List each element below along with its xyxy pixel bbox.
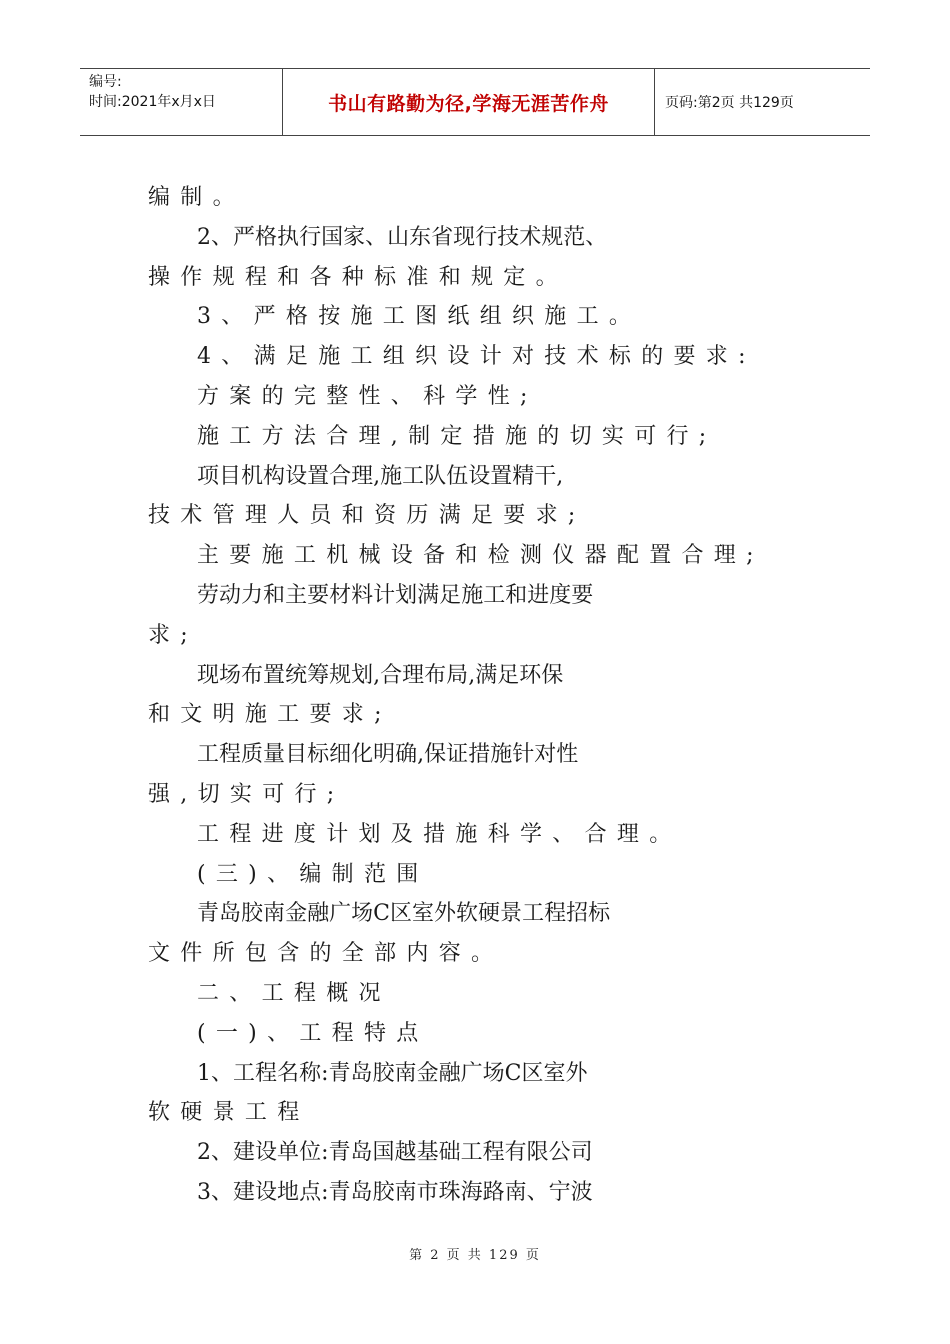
body-line: 和文明施工要求;	[148, 702, 392, 728]
body-line: 方案的完整性、科学性;	[197, 383, 538, 409]
body-line: 2、建设单位:青岛国越基础工程有限公司	[197, 1140, 593, 1166]
header-motto: 书山有路勤为径,学海无涯苦作舟	[283, 69, 655, 135]
section-heading: 二、工程概况	[197, 980, 391, 1006]
document-body	[148, 178, 798, 1213]
page-footer: 第 2 页 共 129 页	[409, 1248, 541, 1263]
header-page-info: 页码:第2页 共129页	[665, 95, 794, 111]
document-time-label: 时间:2021年x月x日	[89, 94, 216, 110]
body-line: 1、工程名称:青岛胶南金融广场C区室外	[197, 1060, 588, 1086]
body-line: 强,切实可行;	[148, 781, 345, 807]
section-heading: (三)、编制范围	[197, 861, 429, 887]
document-number-label: 编号:	[89, 74, 122, 90]
body-line: 青岛胶南金融广场C区室外软硬景工程招标	[197, 901, 611, 927]
body-line: 操作规程和各种标准和规定。	[148, 264, 568, 290]
section-heading: (一)、工程特点	[197, 1020, 429, 1046]
body-line: 劳动力和主要材料计划满足施工和进度要	[197, 582, 594, 608]
body-line: 主要施工机械设备和检测仪器配置合理;	[197, 543, 764, 569]
header-meta	[80, 69, 283, 135]
body-line: 3、严格按施工图纸组织施工。	[197, 304, 642, 330]
body-line: 求;	[148, 622, 199, 648]
body-line: 软硬景工程	[148, 1100, 310, 1126]
body-line: 现场布置统筹规划,合理布局,满足环保	[197, 662, 564, 688]
body-line: 4、满足施工组织设计对技术标的要求:	[197, 344, 756, 370]
body-line: 工程进度计划及措施科学、合理。	[197, 821, 682, 847]
body-line: 编制。	[148, 185, 245, 210]
page-header	[80, 68, 870, 136]
body-line: 2、严格执行国家、山东省现行技术规范、	[197, 224, 608, 250]
body-line: 技术管理人员和资历满足要求;	[148, 503, 586, 529]
body-line: 项目机构设置合理,施工队伍设置精干,	[197, 463, 564, 489]
body-line: 文件所包含的全部内容。	[148, 941, 504, 967]
body-line: 3、建设地点:青岛胶南市珠海路南、宁波	[197, 1179, 593, 1205]
body-line: 工程质量目标细化明确,保证措施针对性	[197, 742, 579, 768]
body-line: 施工方法合理,制定措施的切实可行;	[197, 423, 717, 449]
